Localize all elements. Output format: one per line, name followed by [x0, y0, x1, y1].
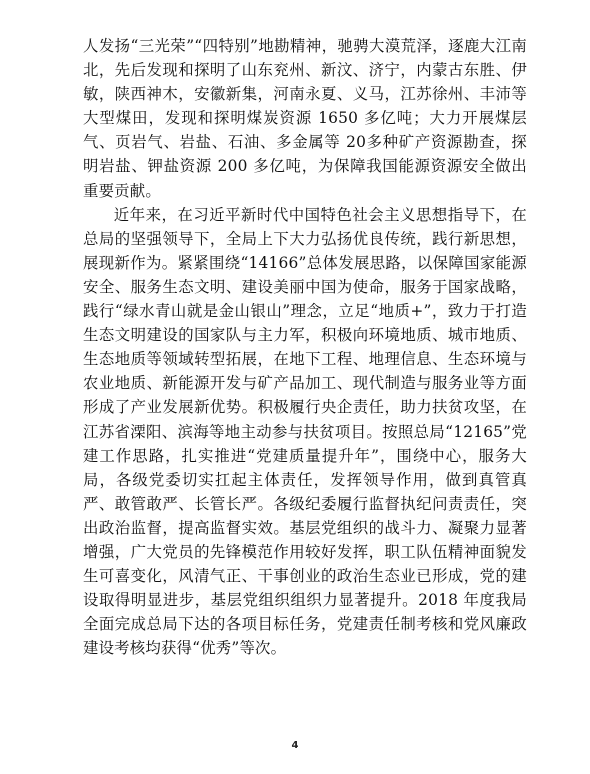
paragraph-recent-years: 近年来，在习近平新时代中国特色社会主义思想指导下，在总局的坚强领导下，全局上下大力弘扬优良传统，践行新思想，展现新作为。紧紧围绕“14166”总体发展思路，以保障国家能源安全、服务生态文明、建设美丽中国为使命，服务于国家战略，践行“绿水青山就是金山银山”理念，立足“地质+”，致力于打造生态文明建设的国家队与主力军，积极向环境地质、城市地质、生态地质等领域转型拓展，在地下工程、地理信息、生态环境与农业地质、新能源开发与矿产品加工、现代制造与服务业等方面形成了产业发展新优势。积极履行央企责任，助力扶贫攻坚，在江苏省溧阳、滨海等地主动参与扶贫项目。按照总局“12165”党建工作思路，扎实推进“党建质量提升年”，围绕中心，服务大局，各级党委切实扛起主体责任，发挥领导作用，做到真管真严、敢管敢严、长管长严。各级纪委履行监督执纪问责责任，突出政治监督，提高监督实效。基层党组织的战斗力、凝聚力显著增强，广大党员的先锋模范作用较好发挥，职工队伍精神面貌发生可喜变化，风清气正、干事创业的政治生态业已形成，党的建设取得明显进步，基层党组织组织力显著提升。2018 年度我局全面完成总局下达的各项目标任务，党建责任制考核和党风廉政建设考核均获得“优秀”等次。 — [83, 205, 527, 658]
body-text — [83, 34, 527, 660]
page-number: 4 — [291, 740, 299, 751]
paragraph-continued: 人发扬“三光荣”“四特别”地勘精神，驰骋大漠荒泽，逐鹿大江南北，先后发现和探明了山东兖州、新汶、济宁，内蒙古东胜、伊敏，陕西神木，安徽新集，河南永夏、义马，江苏徐州、丰沛等大型煤田，发现和探明煤炭资源 1650 多亿吨；大力开展煤层气、页岩气、岩盐、石油、多金属等 20多种矿产资源勘查，探明岩盐、钾盐资源 200 多亿吨，为保障我国能源资源安全做出重要贡献。 — [83, 37, 527, 200]
